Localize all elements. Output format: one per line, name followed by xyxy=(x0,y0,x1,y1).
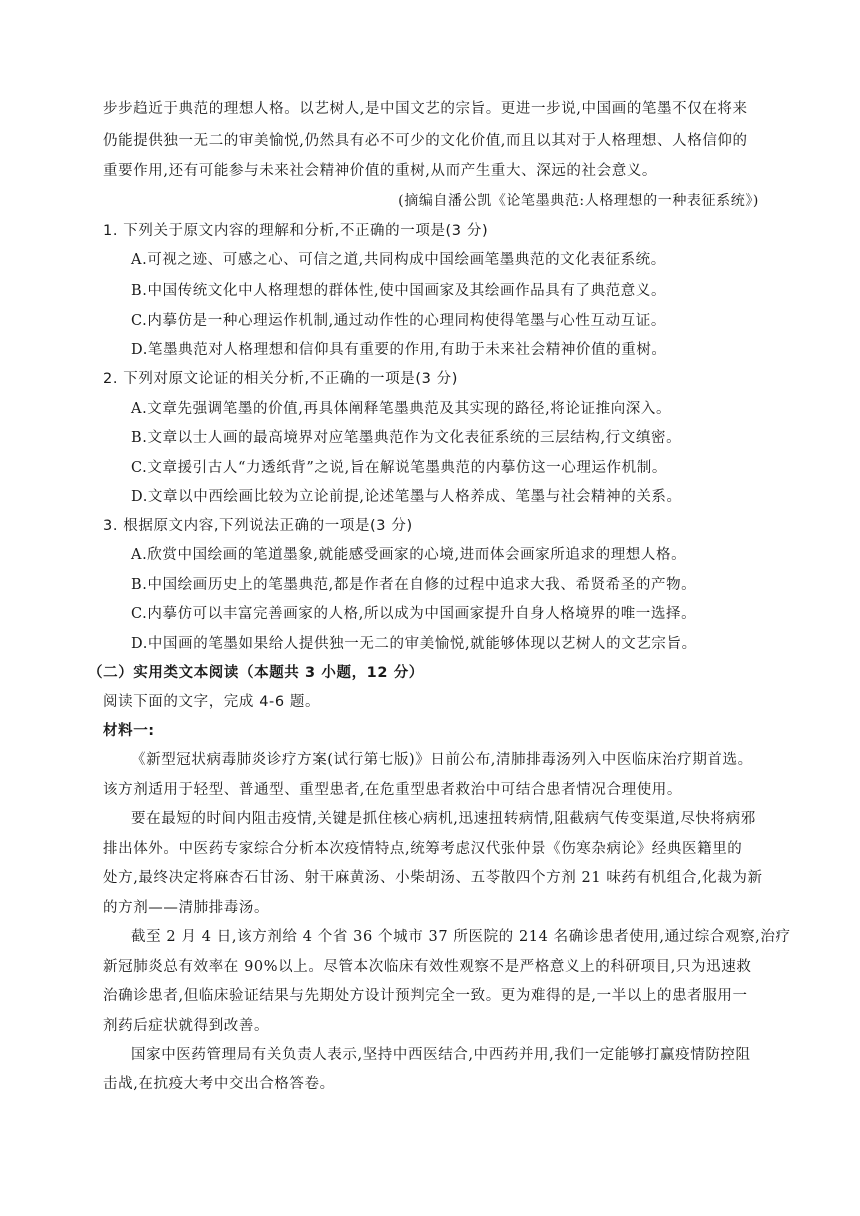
passage-line: 仍能提供独一无二的审美愉悦,仍然具有必不可少的文化价值,而且以其对于人格理想、人格信仰的 xyxy=(103,133,748,149)
question-stem: 1. 下列关于原文内容的理解和分析,不正确的一项是(3 分) xyxy=(103,223,489,239)
material-line: 新冠肺炎总有效率在 90%以上。尽管本次临床有效性观察不是严格意义上的科研项目,只为迅速救 xyxy=(103,959,752,975)
material-line: 处方,最终决定将麻杏石甘汤、射干麻黄汤、小柴胡汤、五苓散四个方剂 21 味药有机组合,化裁为新 xyxy=(103,870,763,886)
option-c: C.内摹仿可以丰富完善画家的人格,所以成为中国画家提升自身人格境界的唯一选择。 xyxy=(131,606,697,622)
option-c: C.内摹仿是一种心理运作机制,通过动作性的心理同构使得笔墨与心性互动互证。 xyxy=(131,313,666,329)
option-b: B.中国绘画历史上的笔墨典范,都是作者在自修的过程中追求大我、希贤希圣的产物。 xyxy=(131,577,697,593)
option-d: D.笔墨典范对人格理想和信仰具有重要的作用,有助于未来社会精神价值的重树。 xyxy=(131,342,667,358)
option-b: B.文章以士人画的最高境界对应笔墨典范作为文化表征系统的三层结构,行文缜密。 xyxy=(131,430,682,446)
option-d: D.中国画的笔墨如果给人提供独一无二的审美愉悦,就能够体现以艺树人的文艺宗旨。 xyxy=(131,636,697,652)
section-heading: （二）实用类文本阅读（本题共 3 小题，12 分） xyxy=(88,665,424,681)
passage-line: 步步趋近于典范的理想人格。以艺树人,是中国文艺的宗旨。更进一步说,中国画的笔墨不仅在将来 xyxy=(103,101,748,117)
material-line: 国家中医药管理局有关负责人表示,坚持中西医结合,中西药并用,我们一定能够打赢疫情防控阻 xyxy=(131,1047,751,1063)
material-line: 击战,在抗疫大考中交出合格答卷。 xyxy=(103,1076,335,1092)
material-line: 排出体外。中医药专家综合分析本次疫情特点,统筹考虑汉代张仲景《伤寒杂病论》经典医籍里的 xyxy=(103,841,743,857)
material-line: 截至 2 月 4 日,该方剂给 4 个省 36 个城市 37 所医院的 214 名确诊患者使用,通过综合观察,治疗 xyxy=(131,929,791,945)
option-a: A.文章先强调笔墨的价值,再具体阐释笔墨典范及其实现的路径,将论证推向深入。 xyxy=(131,401,672,417)
material-line: 治确诊患者,但临床验证结果与先期处方设计预判完全一致。更为难得的是,一半以上的患者服用一 xyxy=(103,988,748,1004)
section-instruction: 阅读下面的文字，完成 4-6 题。 xyxy=(103,694,321,710)
material-line: 剂药后症状就得到改善。 xyxy=(103,1018,270,1034)
source-citation: (摘编自潘公凯《论笔墨典范:人格理想的一种表征系统》) xyxy=(398,193,759,209)
option-b: B.中国传统文化中人格理想的群体性,使中国画家及其绘画作品具有了典范意义。 xyxy=(131,283,667,299)
option-d: D.文章以中西绘画比较为立论前提,论述笔墨与人格养成、笔墨与社会精神的关系。 xyxy=(131,489,682,505)
material-line: 《新型冠状病毒肺炎诊疗方案(试行第七版)》日前公布,清肺排毒汤列入中医临床治疗期首选。 xyxy=(131,752,753,768)
material-line: 要在最短的时间内阻击疫情,关键是抓住核心病机,迅速扭转病情,阻截病气传变渠道,尽快将病邪 xyxy=(131,811,756,827)
option-a: A.欣赏中国绘画的笔道墨象,就能感受画家的心境,进而体会画家所追求的理想人格。 xyxy=(131,547,687,563)
question-stem: 3. 根据原文内容,下列说法正确的一项是(3 分) xyxy=(103,518,413,534)
material-line: 的方剂——清肺排毒汤。 xyxy=(103,900,270,916)
question-stem: 2. 下列对原文论证的相关分析,不正确的一项是(3 分) xyxy=(103,371,458,387)
material-line: 该方剂适用于轻型、普通型、重型患者,在危重型患者救治中可结合患者情况合理使用。 xyxy=(103,782,683,798)
option-c: C.文章援引古人“力透纸背”之说,旨在解说笔墨典范的内摹仿这一心理运作机制。 xyxy=(131,460,667,476)
passage-line: 重要作用,还有可能参与未来社会精神价值的重树,从而产生重大、深远的社会意义。 xyxy=(103,163,658,179)
option-a: A.可视之迹、可感之心、可信之道,共同构成中国绘画笔墨典范的文化表征系统。 xyxy=(131,252,666,268)
material-label: 材料一: xyxy=(103,723,155,739)
